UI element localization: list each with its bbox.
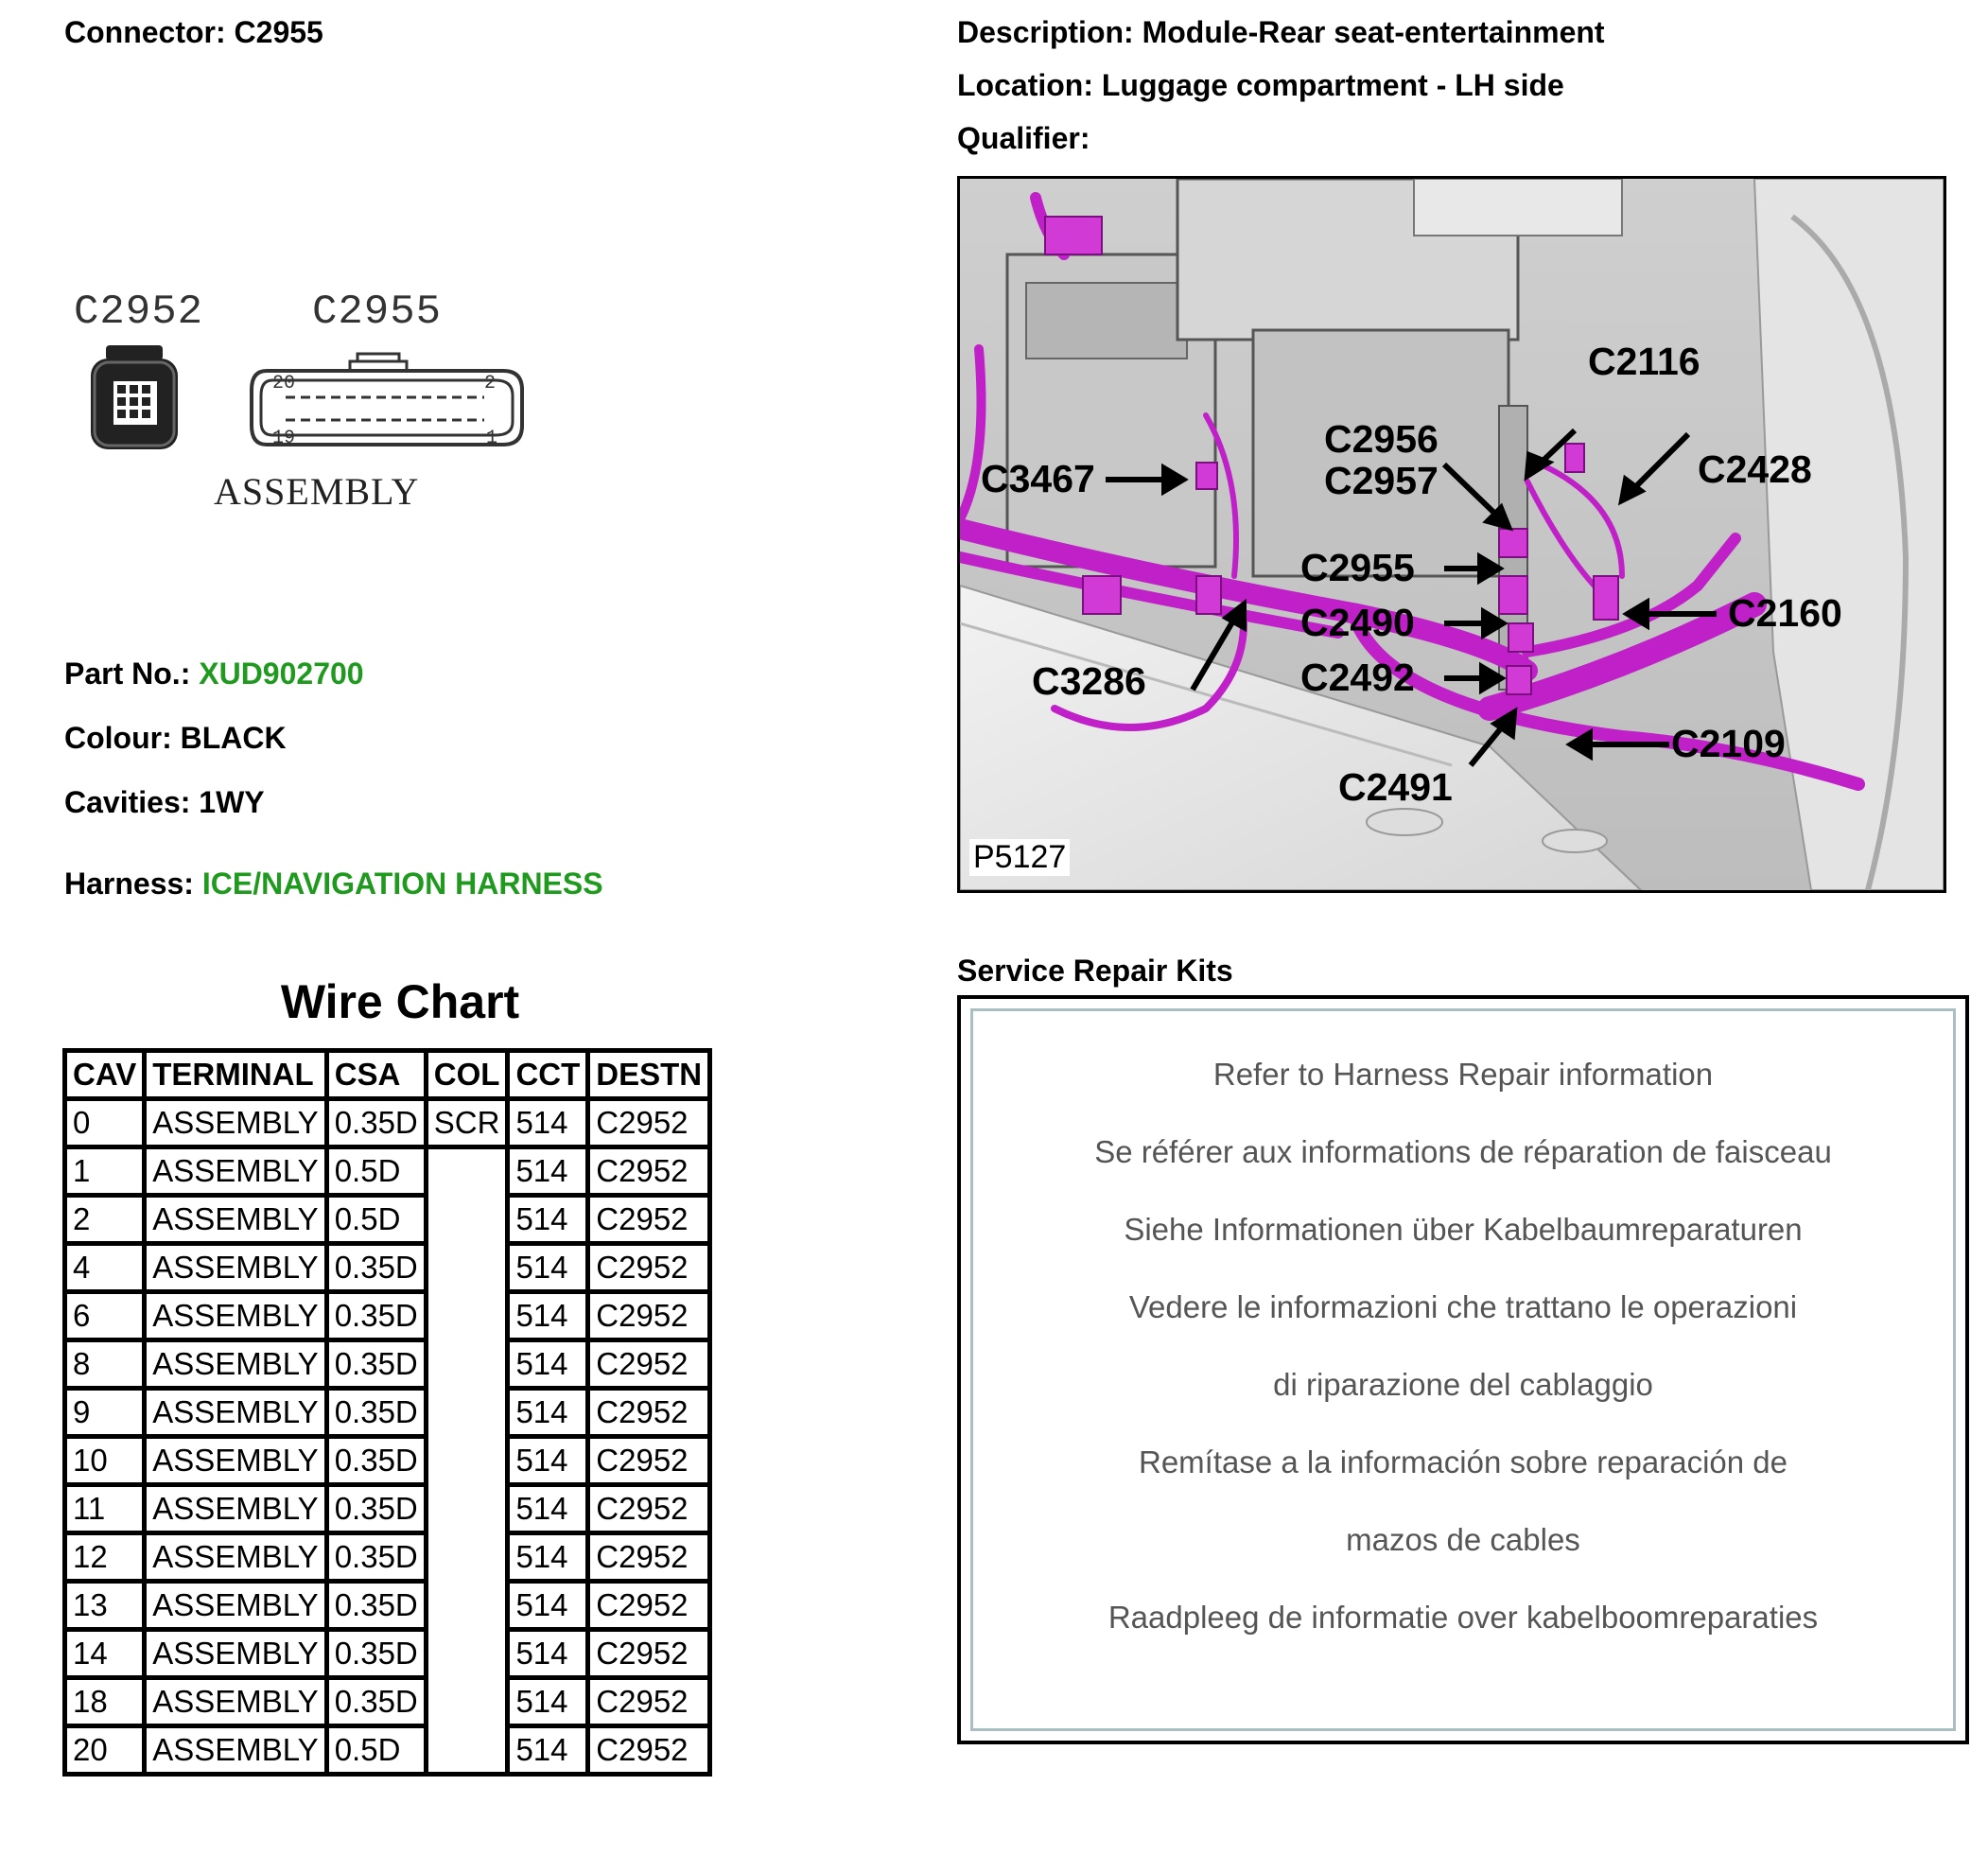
table-row	[67, 1535, 707, 1579]
cell-csa: 0.5D	[329, 1728, 424, 1772]
cavities-value: 1WY	[199, 785, 265, 819]
callout-c2490: C2490	[1300, 601, 1415, 644]
table-row	[67, 1728, 707, 1772]
right-connector-label: C2955	[312, 289, 443, 336]
cell-destn: C2952	[590, 1584, 707, 1627]
table-row	[67, 1198, 707, 1241]
table-row	[67, 1391, 707, 1434]
table-row	[67, 1487, 707, 1531]
cell-cct: 514	[510, 1632, 585, 1675]
cell-csa: 0.35D	[329, 1391, 424, 1434]
cell-col-merged	[428, 1149, 506, 1772]
cell-terminal: ASSEMBLY	[147, 1198, 323, 1241]
cell-terminal: ASSEMBLY	[147, 1728, 323, 1772]
repair-info-line: Raadpleeg de informatie over kabelboomreparaties	[1107, 1600, 1819, 1635]
cell-destn: C2952	[590, 1149, 707, 1193]
left-connector-label: C2952	[74, 289, 204, 336]
cell-cav: 18	[67, 1680, 142, 1724]
harness	[64, 866, 603, 901]
wire-chart-body	[67, 1101, 707, 1772]
column-header-col: COL	[428, 1053, 506, 1096]
cell-destn: C2952	[590, 1487, 707, 1531]
cell-terminal: ASSEMBLY	[147, 1149, 323, 1193]
cell-cav: 14	[67, 1632, 142, 1675]
cell-cct: 514	[510, 1391, 585, 1434]
service-repair-inner	[970, 1008, 1956, 1731]
location-label: Location:	[957, 68, 1093, 102]
qualifier	[957, 121, 1090, 156]
colour-value: BLACK	[180, 721, 287, 755]
cell-cav: 8	[67, 1342, 142, 1386]
pin-label: 2	[484, 373, 497, 394]
column-header-csa: CSA	[329, 1053, 424, 1096]
column-header-destn: DESTN	[590, 1053, 707, 1096]
cell-cct: 514	[510, 1487, 585, 1531]
cell-cav: 13	[67, 1584, 142, 1627]
part-number-label: Part No.:	[64, 656, 191, 691]
cell-cav: 20	[67, 1728, 142, 1772]
cell-cct: 514	[510, 1584, 585, 1627]
cavities	[64, 785, 265, 820]
cell-destn: C2952	[590, 1294, 707, 1338]
cell-terminal: ASSEMBLY	[147, 1535, 323, 1579]
cell-cav: 6	[67, 1294, 142, 1338]
harness-label: Harness:	[64, 866, 194, 901]
cell-terminal: ASSEMBLY	[147, 1391, 323, 1434]
connector-heading	[64, 15, 323, 50]
cell-terminal: ASSEMBLY	[147, 1294, 323, 1338]
location	[957, 68, 1564, 103]
cell-cct: 514	[510, 1728, 585, 1772]
c2952-connector-icon	[85, 345, 189, 459]
callout-c2956: C2956	[1324, 417, 1439, 461]
qualifier-label: Qualifier:	[957, 121, 1090, 155]
harness-link[interactable]: ICE/NAVIGATION HARNESS	[201, 866, 603, 901]
cell-cav: 0	[67, 1101, 142, 1145]
repair-info-line: Refer to Harness Repair information	[1212, 1057, 1714, 1092]
colour	[64, 721, 287, 756]
colour-label: Colour:	[64, 721, 172, 755]
cell-destn: C2952	[590, 1439, 707, 1482]
cell-csa: 0.35D	[329, 1535, 424, 1579]
cell-destn: C2952	[590, 1632, 707, 1675]
table-row	[67, 1101, 707, 1145]
wire-chart-table	[62, 1048, 712, 1777]
column-header-terminal: TERMINAL	[147, 1053, 323, 1096]
cell-csa: 0.35D	[329, 1101, 424, 1145]
connector-label: Connector:	[64, 15, 226, 49]
callout-c2955: C2955	[1300, 546, 1415, 589]
repair-info-line: di riparazione del cablaggio	[1273, 1367, 1653, 1402]
cell-terminal: ASSEMBLY	[147, 1342, 323, 1386]
repair-info-line: Remítase a la información sobre reparación de	[1138, 1444, 1788, 1479]
cell-destn: C2952	[590, 1391, 707, 1434]
description	[957, 15, 1605, 50]
cell-csa: 0.35D	[329, 1632, 424, 1675]
pin-label: 1	[486, 428, 498, 449]
cell-csa: 0.35D	[329, 1487, 424, 1531]
callout-c2491: C2491	[1338, 765, 1453, 809]
cell-cav: 10	[67, 1439, 142, 1482]
table-row	[67, 1342, 707, 1386]
callout-c2428: C2428	[1698, 447, 1812, 491]
cell-col: SCR	[428, 1101, 506, 1145]
cell-destn: C2952	[590, 1342, 707, 1386]
cell-cav: 9	[67, 1391, 142, 1434]
repair-info-line: Vedere le informazioni che trattano le operazioni	[1128, 1289, 1798, 1324]
wire-chart-header-row	[67, 1053, 707, 1096]
callout-c2109: C2109	[1671, 722, 1786, 765]
part-number	[64, 656, 364, 691]
callout-c2957: C2957	[1324, 459, 1439, 502]
cell-cct: 514	[510, 1198, 585, 1241]
cell-terminal: ASSEMBLY	[147, 1101, 323, 1145]
cell-csa: 0.35D	[329, 1439, 424, 1482]
cell-cct: 514	[510, 1101, 585, 1145]
column-header-cav: CAV	[67, 1053, 142, 1096]
table-row	[67, 1632, 707, 1675]
cell-csa: 0.35D	[329, 1246, 424, 1289]
callout-c2492: C2492	[1300, 656, 1415, 699]
photo-reference: P5127	[969, 839, 1070, 876]
cell-terminal: ASSEMBLY	[147, 1584, 323, 1627]
location-photo	[957, 176, 1946, 893]
location-value: Luggage compartment - LH side	[1101, 68, 1564, 102]
cell-terminal: ASSEMBLY	[147, 1246, 323, 1289]
cell-terminal: ASSEMBLY	[147, 1439, 323, 1482]
cell-cct: 514	[510, 1535, 585, 1579]
cell-cct: 514	[510, 1246, 585, 1289]
repair-info-line: Se référer aux informations de réparation de faisceau	[1094, 1134, 1832, 1169]
cell-cav: 4	[67, 1246, 142, 1289]
connector-value: C2955	[234, 15, 323, 49]
table-row	[67, 1439, 707, 1482]
table-row	[67, 1294, 707, 1338]
table-row	[67, 1680, 707, 1724]
cell-destn: C2952	[590, 1535, 707, 1579]
cell-destn: C2952	[590, 1246, 707, 1289]
cell-cav: 1	[67, 1149, 142, 1193]
service-repair-box	[957, 995, 1969, 1744]
cell-cct: 514	[510, 1294, 585, 1338]
callout-c2116: C2116	[1588, 340, 1700, 383]
cell-destn: C2952	[590, 1728, 707, 1772]
cell-csa: 0.35D	[329, 1294, 424, 1338]
description-label: Description:	[957, 15, 1134, 49]
assembly-caption: ASSEMBLY	[214, 470, 420, 513]
cell-terminal: ASSEMBLY	[147, 1680, 323, 1724]
repair-info-line: Siehe Informationen über Kabelbaumreparaturen	[1124, 1212, 1803, 1247]
cell-cav: 2	[67, 1198, 142, 1241]
table-row	[67, 1246, 707, 1289]
cavities-label: Cavities:	[64, 785, 191, 819]
cell-csa: 0.35D	[329, 1342, 424, 1386]
cell-cav: 12	[67, 1535, 142, 1579]
c2955-connector-face	[248, 348, 532, 460]
cell-terminal: ASSEMBLY	[147, 1632, 323, 1675]
pin-label: 19	[272, 428, 296, 449]
column-header-cct: CCT	[510, 1053, 585, 1096]
callout-c3467: C3467	[981, 457, 1095, 500]
cell-csa: 0.5D	[329, 1198, 424, 1241]
service-repair-title: Service Repair Kits	[957, 954, 1233, 988]
cell-csa: 0.35D	[329, 1584, 424, 1627]
cell-cct: 514	[510, 1680, 585, 1724]
cell-destn: C2952	[590, 1680, 707, 1724]
cell-terminal: ASSEMBLY	[147, 1487, 323, 1531]
cell-cct: 514	[510, 1342, 585, 1386]
pin-label: 20	[272, 373, 296, 394]
cell-csa: 0.35D	[329, 1680, 424, 1724]
description-value: Module-Rear seat-entertainment	[1142, 15, 1605, 49]
cell-cav: 11	[67, 1487, 142, 1531]
cell-cct: 514	[510, 1149, 585, 1193]
callout-c3286: C3286	[1032, 659, 1146, 703]
cell-csa: 0.5D	[329, 1149, 424, 1193]
cell-destn: C2952	[590, 1101, 707, 1145]
cell-destn: C2952	[590, 1198, 707, 1241]
callout-c2160: C2160	[1728, 591, 1842, 635]
repair-info-line: mazos de cables	[1346, 1522, 1580, 1557]
table-row	[67, 1149, 707, 1193]
table-row	[67, 1584, 707, 1627]
wire-chart-title: Wire Chart	[280, 975, 520, 1028]
cell-cct: 514	[510, 1439, 585, 1482]
part-number-link[interactable]: XUD902700	[199, 656, 364, 691]
